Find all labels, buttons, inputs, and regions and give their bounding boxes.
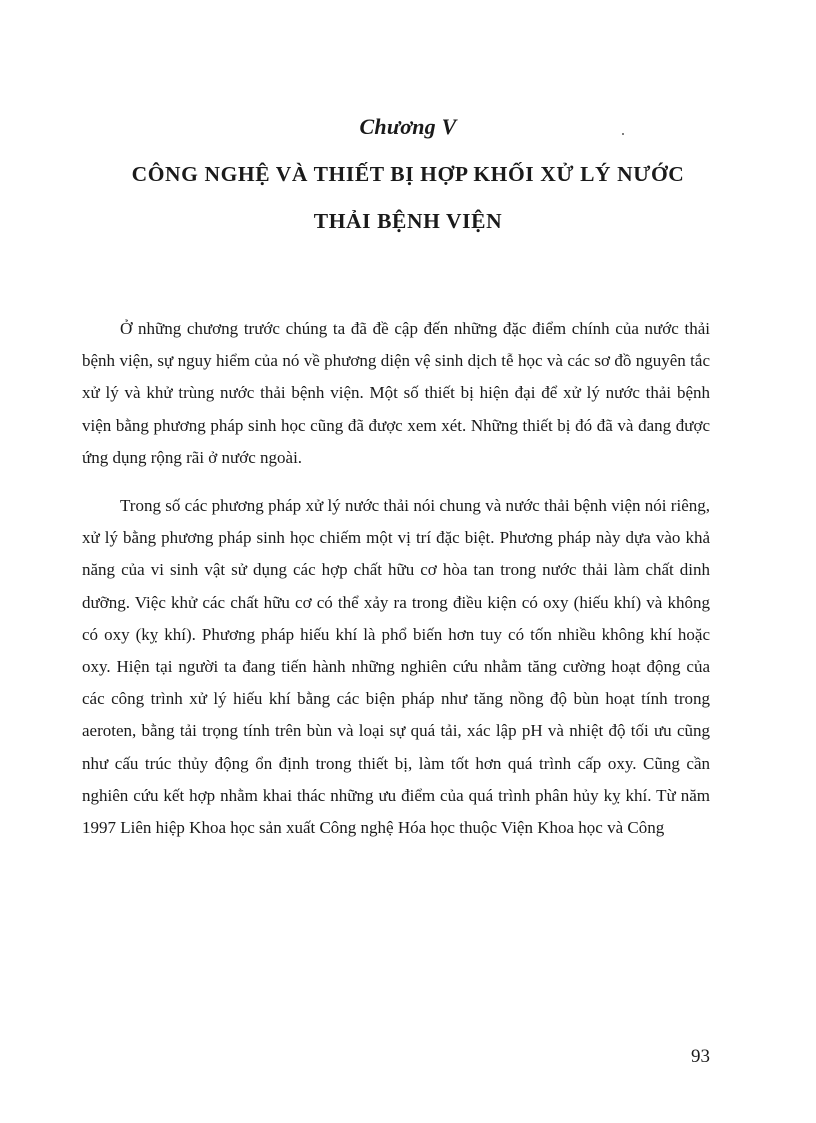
page-number: 93: [691, 1046, 710, 1067]
chapter-title-line-2: THẢI BỆNH VIỆN: [313, 209, 503, 233]
body-text: [82, 313, 710, 844]
scan-speck: [622, 133, 624, 135]
chapter-title-line-1: CÔNG NGHỆ VÀ THIẾT BỊ HỢP KHỐI XỬ LÝ NƯỚC: [131, 162, 685, 186]
chapter-label: Chương V: [359, 114, 457, 139]
paragraph-1: Ở những chương trước chúng ta đã đề cập đến những đặc điểm chính của nước thải bệnh viện, sự nguy hiểm của nó về phương diện vệ sinh dịch tễ học và các sơ đồ nguyên tắc xử lý và khử trùng nước thải bệnh viện. Một số thiết bị hiện đại để xử lý nước thải bệnh viện bằng phương pháp sinh học cũng đã được xem xét. Những thiết bị đó đã và đang được ứng dụng rộng rãi ở nước ngoài.: [82, 319, 710, 467]
paragraph-2: Trong số các phương pháp xử lý nước thải nói chung và nước thải bệnh viện nói riêng, xử lý bằng phương pháp sinh học chiếm một vị trí đặc biệt. Phương pháp này dựa vào khả năng của vi sinh vật sử dụng các hợp chất hữu cơ hòa tan trong nước thải làm chất dinh dưỡng. Việc khử các chất hữu cơ có thể xảy ra trong điều kiện có oxy (hiếu khí) và không có oxy (kỵ khí). Phương pháp hiếu khí là phổ biến hơn tuy có tốn nhiều không khí hoặc oxy. Hiện tại người ta đang tiến hành những nghiên cứu nhằm tăng cường hoạt động của các công trình xử lý hiếu khí bằng các biện pháp như tăng nồng độ bùn hoạt tính trong aeroten, bằng tải trọng tính trên bùn và loại sự quá tải, xác lập pH và nhiệt độ tối ưu cũng như cấu trúc thủy động ổn định trong thiết bị, làm tốt hơn quá trình cấp oxy. Cũng cần nghiên cứu kết hợp nhằm khai thác những ưu điểm của quá trình phân hủy kỵ khí. Từ năm 1997 Liên hiệp Khoa học sản xuất Công nghệ Hóa học thuộc Viện Khoa học và Công: [82, 496, 710, 838]
